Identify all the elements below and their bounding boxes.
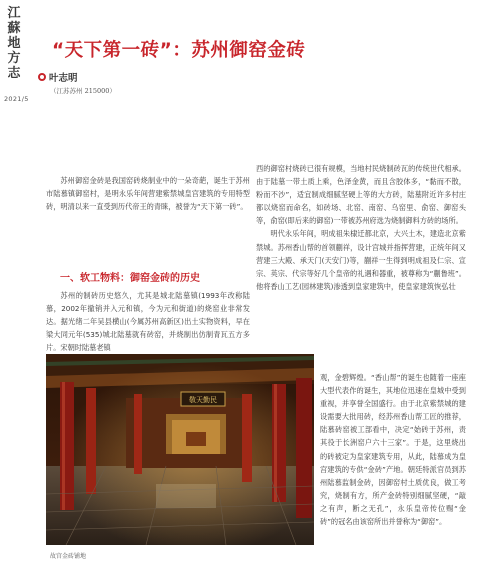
author-affiliation: （江苏苏州 215000）: [50, 87, 116, 95]
palace-interior-photo: [46, 354, 314, 545]
body-paragraph: 观，金碧辉煌。“香山帮”的诞生也随着一座座大型代表作的诞生，其地位迅速在皇城中受到重视，并享誉全国盛行。由于北京紫禁城的建设需要大批用砖，经苏州香山帮工匠的推荐，陆慕砖窑被工部看中，决定“始砖于苏州，责其役于长洲窑户六十三家”。于是，这里烧出的砖被定为皇家建筑专用，从此，陆慕成为皇宫建筑的专供“金砖”产地。朝廷特派官员到苏州陆慕监制金砖，因御窑村土质优良，做工考究，烧制有方，所产金砖特别细腻坚硬，“敲之有声，断之无孔”，永乐皇帝传位赐“金砖”的冠名由该窑所出并誉称为“御窑”。: [320, 373, 466, 527]
right-column: [256, 162, 466, 293]
magazine-name-char: 地: [7, 36, 21, 51]
issue-number: 2021/5: [4, 95, 29, 103]
magazine-name-char: 方: [7, 51, 21, 66]
author-bullet-icon: [38, 73, 46, 81]
body-paragraph: 明代永乐年间，明成祖朱棣迁都北京，大兴土木，建造北京紫禁城。苏州香山帮的首领蒯祥，设计宫城并指挥营建，正统年间又营建三大殿、承天门(天安门)等，蒯祥一生得到明成祖及仁宗、宣宗、英宗、代宗等好几个皇帝的礼遇和器重，被尊称为“蒯鲁班”。他将香山工艺(园林建筑)渗透到皇家建筑中，使皇家建筑恢弘壮: [256, 229, 466, 291]
palace-interior-illustration: [46, 354, 314, 545]
author-line: [38, 70, 78, 84]
intro-paragraph: 苏州御窑金砖是我国窑砖烧制业中的一朵奇葩，诞生于苏州市陆慕镇御窑村，是明永乐年间营建紫禁城皇宫建筑的专用特型砖，明清以来一直受到历代帝王的青睐，被誉为“天下第一砖”。: [46, 176, 250, 212]
author-name: 叶志明: [49, 73, 78, 84]
magazine-name-char: 江: [7, 6, 21, 21]
body-paragraph: 西的御窑村烧砖已很有规模，当地村民烧制砖瓦的传统世代相承。由于陆墓一带土质上乘，色泽金黄，而且含胶体多，“黏而不散，粉而不沙”，适宜制成细腻坚硬上等的大方砖，陆墓附近许多村庄都以烧窑而命名，如砖场、北窑、南窑、乌窑里、俞窑、御窑头等，俞窑(即后来的御窑)一带被苏州府选为烧制御料方砖的场所。: [256, 164, 466, 226]
magazine-name-char: 蘇: [7, 21, 21, 36]
left-body-column: [46, 289, 250, 354]
palace-sign-text: 敬天勤民: [189, 396, 217, 404]
magazine-name-char: 志: [7, 66, 21, 81]
body-paragraph: 苏州的制砖历史悠久，尤其是城北陆墓镇(1993年改称陆慕，2002年撤销并入元和镇，今为元和街道)的烧窑业非常发达。据光绪二年吴县横山(今属苏州高新区)出土实物资料，早在梁大同元年(535)城北陆墓就有砖窑，并烧制出仿制青瓦五方多片。宋朝时陆墓老镇: [46, 291, 250, 353]
magazine-name: [6, 6, 22, 81]
photo-caption: 故宫金砖铺地: [50, 553, 87, 560]
right-narrow-column: [320, 371, 466, 528]
left-column: [46, 174, 250, 213]
article-title: “天下第一砖”：苏州御窑金砖: [52, 40, 306, 61]
section-heading: 一、软工物料：御窑金砖的历史: [60, 273, 200, 284]
